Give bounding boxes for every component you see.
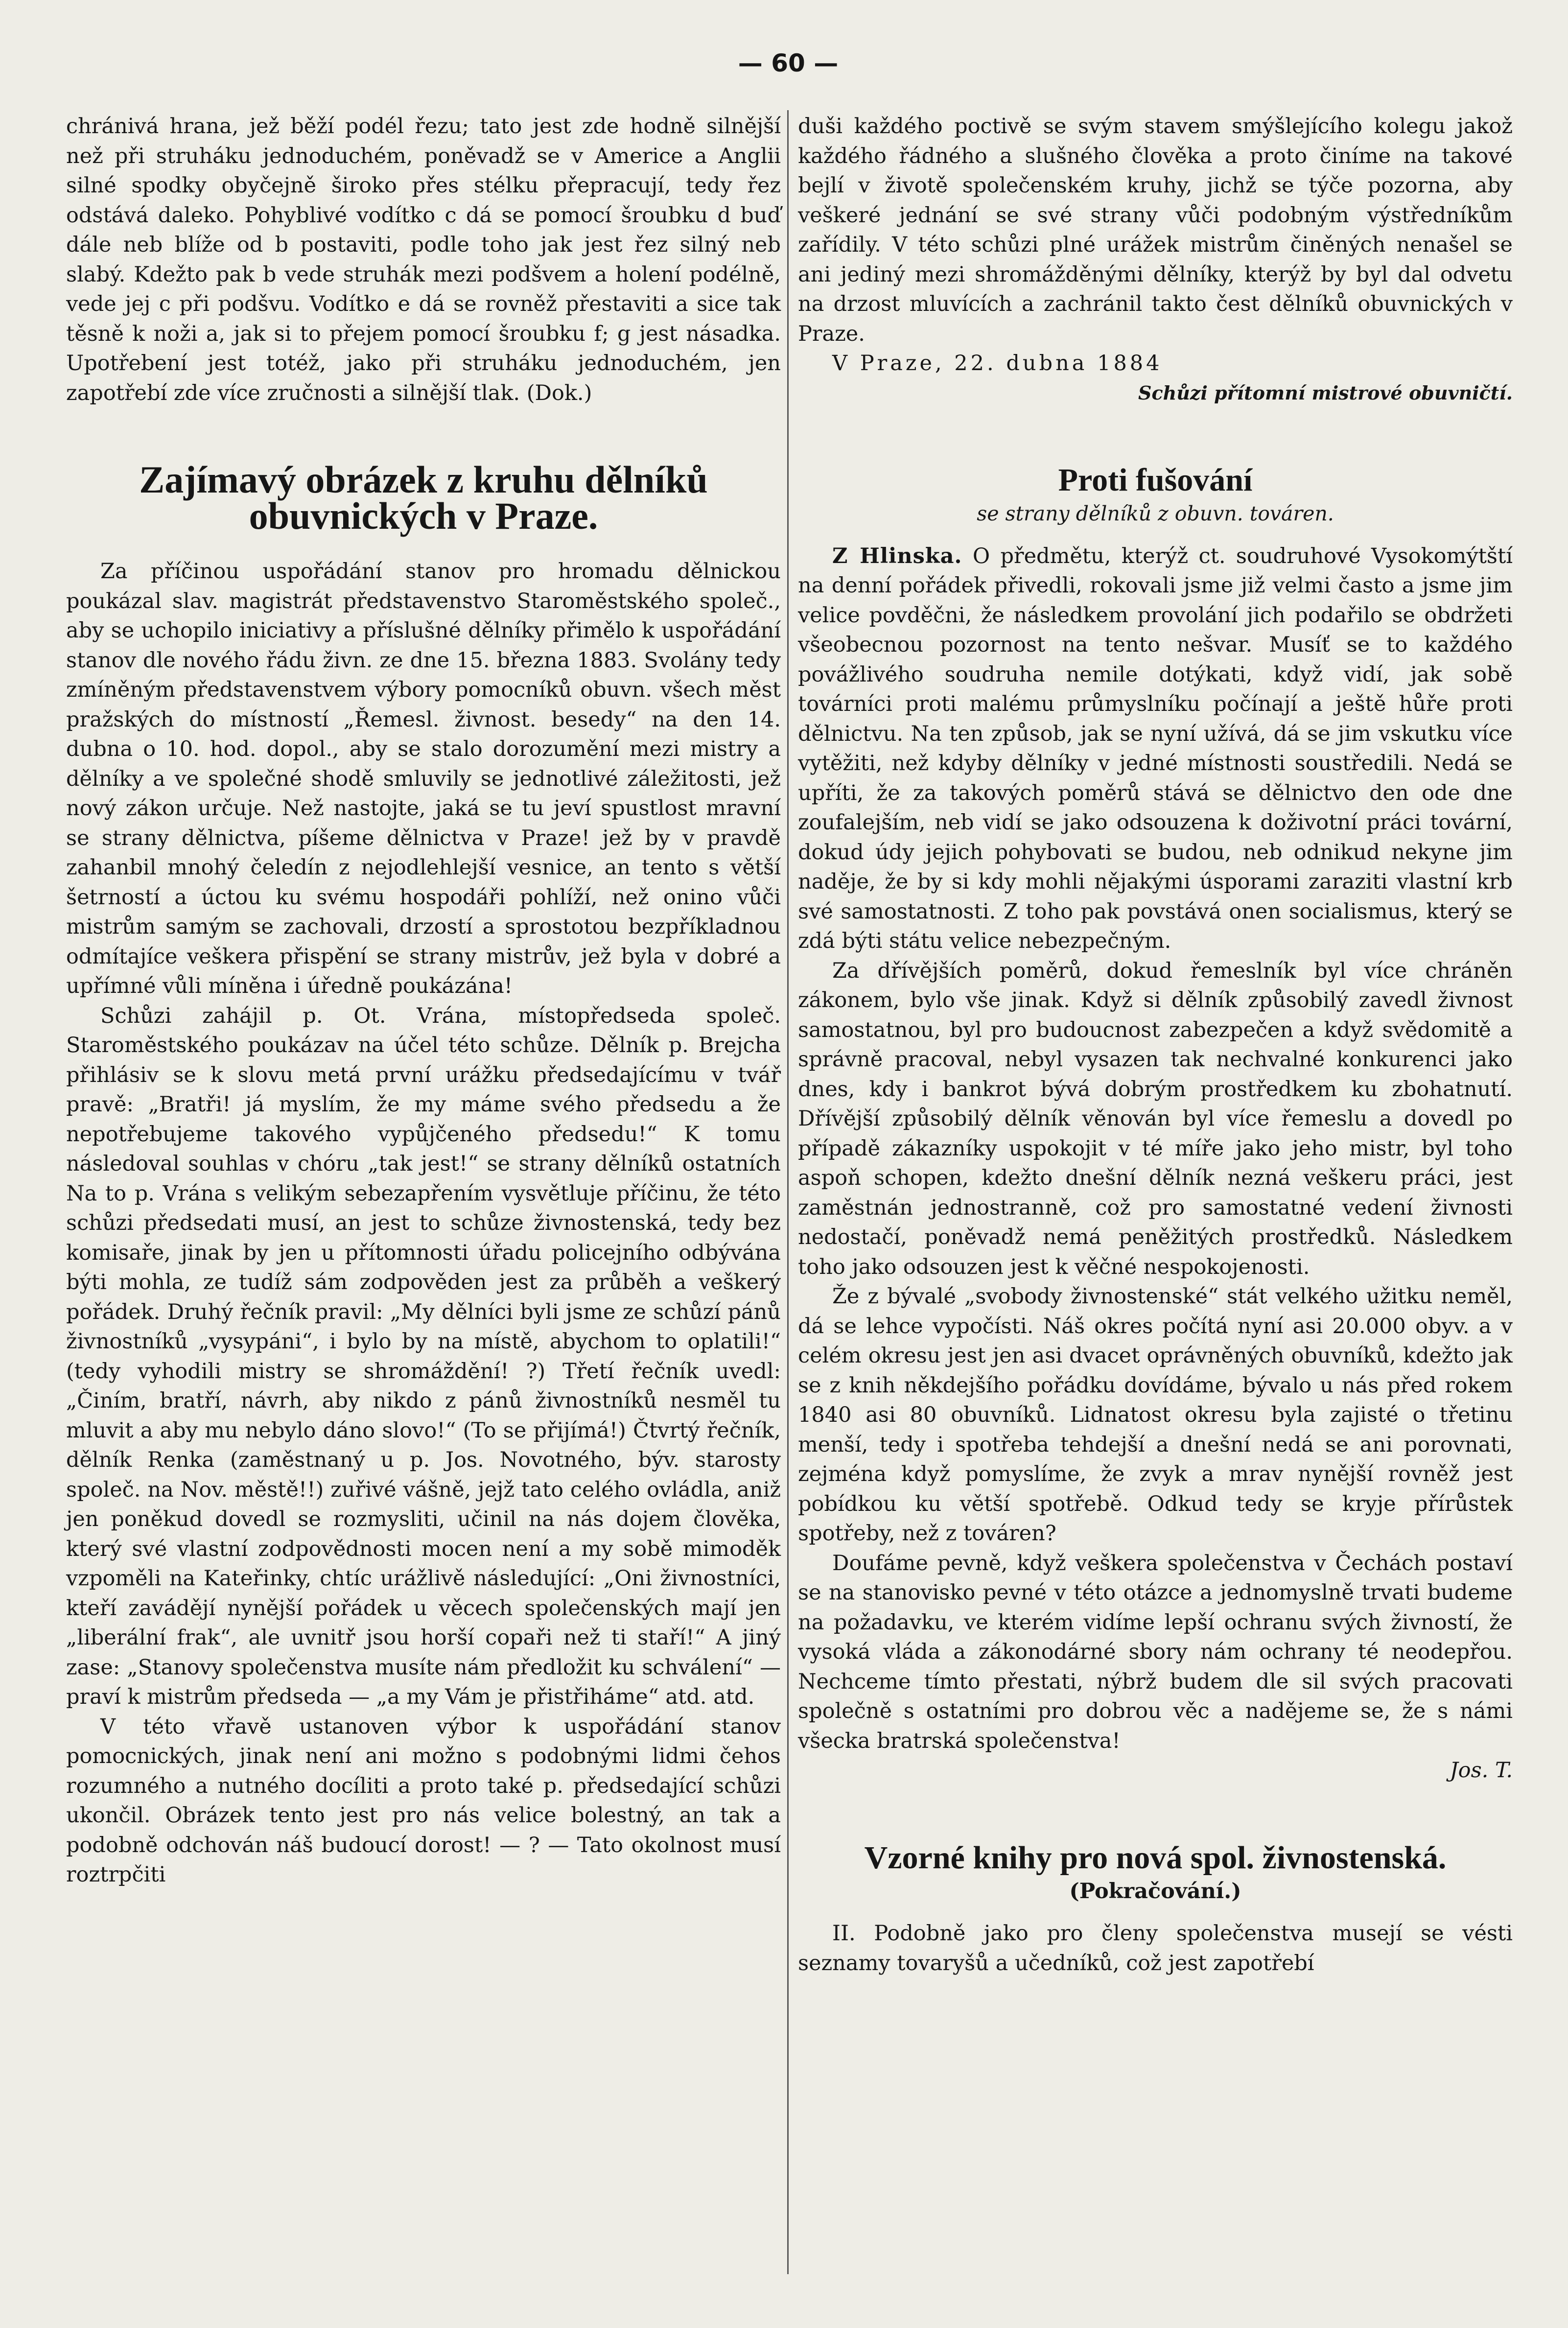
right-paragraph-1: O předmětu, kterýž ct. soudruhové Vysokomýtští na denní pořádek přivedli, rokovali jsme již velmi často a jsme jim velice povděčni, že následkem provolání jich podařilo se obdržeti všeobecnou pozornost na tento nešvar. Musíť se to každého povážlivého soudruha nemile dotýkati, když vidí, jak sobě továrníci proti malému průmyslníku počínají a ještě hůře proti dělnictvu. Na ten způsob, jak se nyní užívá, dá se jim vskutku více vytěžiti, než kdyby dělníky v jedné místnosti soustředili. Nedá se upříti, že za takových poměrů stává se dělnictvo den ode dne zoufalejším, neb vidí se jako odsouzena k doživotní práci tovární, dokud údy jejich pohybovati se budou, neb odnikud nekyne jim naděje, že by si kdy mohli nějakými úsporami zaraziti vlastní krb své samostatnosti. Z toho pak povstává onen socialismus, který se zdá býti státu velice nebezpečným. [798,543,1513,953]
dateline: V Praze, 22. dubna 1884 [832,351,1163,376]
right-paragraph-2: Za dřívějších poměrů, dokud řemeslník byl více chráněn zákonem, bylo vše jinak. Když si dělník způsobilý zavedl živnost samostatnou, byl pro budoucnost zabezpečen a když svědomitě a správně pracoval, nebyl vysazen tak nechvalné konkurenci jako dnes, kdy i bankrot bývá dobrým prostředkem ku zbohatnutí. Dřívější způsobilý dělník věnován byl více řemeslu a dovedl po případě zákazníky uspokojit v té míře jako jeho mistr, byl toho aspoň schopen, kdežto dnešní dělník nezná veškeru práci, jest zaměstnán jednostranně, což pro samostatné vedení živnosti nedostačí, poněvadž nemá peněžitých prostředků. Následkem toho jako odsouzen jest k věčné nespokojenosti. [798,958,1513,1279]
column-divider [787,110,789,2274]
signature: Schůzi přítomní mistrové obuvničtí. [1138,381,1513,404]
author: Jos. T. [1450,1758,1513,1783]
right-paragraph-3: Že z bývalé „svobody živnostenské“ stát velkého užitku neměl, dá se lehce vypočísti. Náš okres počítá nyní asi 20.000 obyv. a v celém okresu jest jen asi dvacet oprávněných obuvníků, kdežto jak se z knih někdejšího pořádku dovídáme, bývalo u nás před rokem 1840 asi 80 obuvníků. Lidnatost okresu byla zajisté o třetinu menší, tedy i spotřeba tehdejší a dnešní nedá se ani porovnati, zejména když pomyslíme, že zvyk a mrav nynější rovněž jest pobídkou ku větší spotřebě. Odkud tedy se kryje přírůstek spotřeby, než z továren? [798,1284,1513,1546]
article-title-shoemakers: Zajímavý obrázek z kruhu dělníků obuvnických v Praze. [139,458,708,537]
left-paragraph-1: Za příčinou uspořádání stanov pro hromadu dělnickou poukázal slav. magistrát představenstvo Staroměstského společ., aby se uchopilo iniciativy a příslušné dělníky přimělo k uspořádání stanov dle nového řádu živn. ze dne 15. března 1883. Svolány tedy zmíněným představenstvem výbory pomocníků obuvn. všech měst pražských do místností „Řemesl. živnost. besedy“ na den 14. dubna o 10. hod. dopol., aby se stalo dorozumění mezi mistry a dělníky a ve společné shodě smluvily se jednotlivé záležitosti, jež nový zákon určuje. Než nastojte, jaká se tu jeví spustlost mravní se strany dělnictva, píšeme dělnictva v Praze! jež by v pravdě zahanbil mnohý čeledín z nejodlehlejší vesnice, an tento s větší šetrností a úctou ku svému hospodáři pohlíží, než onino vůči mistrům samým se zachovali, drzostí a sprostotou bezpříkladnou odmítajíce veškera přispění se strany mistrův, jež byla v dobré a upřímné vůli míněna i úředně poukázána! [66,559,781,998]
article-subtitle: se strany dělníků z obuvn. továren. [977,502,1334,525]
left-column [66,112,781,1890]
place-name: Z Hlinska. [832,543,962,568]
continuation-note: (Pokračování.) [1069,1879,1241,1904]
article-2-paragraph: II. Podobně jako pro členy společenstva musejí se vésti seznamy tovaryšů a učedníků, což jest zapotřebí [798,1921,1513,1975]
left-paragraph-2: Schůzi zahájil p. Ot. Vrána, místopředseda společ. Staroměstského poukázav na účel této schůze. Dělník p. Brejcha přihlásiv se k slovu metá první urážku předsedajícímu v tvář pravě: „Bratři! já myslím, že my máme svého předsedu a že nepotřebujeme takového vypůjčeného předsedu!“ K tomu následoval souhlas v chóru „tak jest!“ se strany dělníků ostatních Na to p. Vrána s velikým sebezapřením vysvětluje příčinu, že této schůzi předsedati musí, an jest to schůze živnostenská, tedy bez komisaře, jinak by jen u přítomnosti úřadu policejního odbývána býti mohla, ze tudíž sám zodpověden jest za průběh a veškerý pořádek. Druhý řečník pravil: „My dělníci byli jsme ze schůzí pánů živnostníků „vysypáni“, i bylo by na místě, abychom to oplatili!“ (tedy vyhodili mistry se shromáždění! ?) Třetí řečník uvedl: „Činím, bratří, návrh, aby nikdo z pánů živnostníků nesměl tu mluvit a aby mu nebylo dáno slovo!“ (To se přijímá!) Čtvrtý řečník, dělník Renka (zaměstnaný u p. Jos. Novotného, býv. starosty společ. na Nov. městě!!) zuřivé vášně, jejž tato celého ovládla, aniž jen poněkud dovedl se rozmysliti, učinil na nás dojem člověka, který své vlastní zodpovědnosti mocen není a my sobě mimoděk vzpoměli na Kateřinky, chtíc urážlivě následující: „Oni živnostníci, kteří zavádějí nynější pořádek u věcech společenských mají jen „liberální frak“, ale uvnitř jsou horší copaři než ti staří!“ A jiný zase: „Stanovy společenstva musíte nám předložit ku schválení“ — praví k mistrům předseda — „a my Vám je přistřiháme“ atd. atd. [66,1003,781,1709]
article-title-vzorne-knihy: Vzorné knihy pro nová spol. živnostenská. [864,1839,1447,1876]
right-column [798,112,1513,1978]
left-paragraph-3: V této vřavě ustanoven výbor k uspořádání stanov pomocnických, jinak není ani možno s podobnými lidmi čehos rozumného a nutného docíliti a proto také p. předsedající schůzi ukončil. Obrázek tento jest pro nás velice bolestný, an tak a podobně odchován náš budoucí dorost! — ? — Tato okolnost musí roztrpčiti [66,1714,781,1887]
page-number: — 60 — [738,49,839,77]
continuation-paragraph: duši každého poctivě se svým stavem smýšlejícího kolegu jakož každého řádného a slušného člověka a proto činíme na takové bejlí v životě společenském kruhy, jichž se týče pozorna, aby veškeré jednání se své strany vůči podobným výstředníkům zařídily. V této schůzi plné urážek mistrům činěných nenašel se ani jediný mezi shromážděnými dělníky, kterýž by byl dal odvetu na drzost mluvících a zachránil takto čest dělníků obuvnických v Praze. [798,114,1513,346]
right-paragraph-4: Doufáme pevně, když veškera společenstva v Čechách postaví se na stanovisko pevné v této otázce a jednomyslně trvati budeme na požadavku, ve kterém vidíme lepší ochranu svých živností, že vysoká vláda a zákonodárné sbory nám ochrany té neodepřou. Nechceme tímto přestati, nýbrž budem dle sil svých pracovati společně s ostatními pro dobrou věc a nadějeme se, že s námi všecka bratrská společenstva! [798,1551,1513,1753]
intro-paragraph: chránivá hrana, jež běží podél řezu; tato jest zde hodně silnější než při struháku jednoduchém, poněvadž se v Americe a Anglii silné spodky obyčejně široko přes stélku přepracují, tedy řez odstává daleko. Pohyblivé vodítko c dá se pomocí šroubku d buď dále neb blíže od b postaviti, podle toho jak jest řez silný neb slabý. Kdežto pak b vede struhák mezi podšvem a holení podélně, vede jej c při podšvu. Vodítko e dá se rovněž přestaviti a sice tak těsně k noži a, jak si to přejem pomocí šroubku f; g jest násadka. Upotřebení jest totéž, jako při struháku jednoduchém, jen zapotřebí zde více zručnosti a silnější tlak. (Dok.) [66,114,781,405]
article-title-fusovani: Proti fušování [1058,462,1253,498]
